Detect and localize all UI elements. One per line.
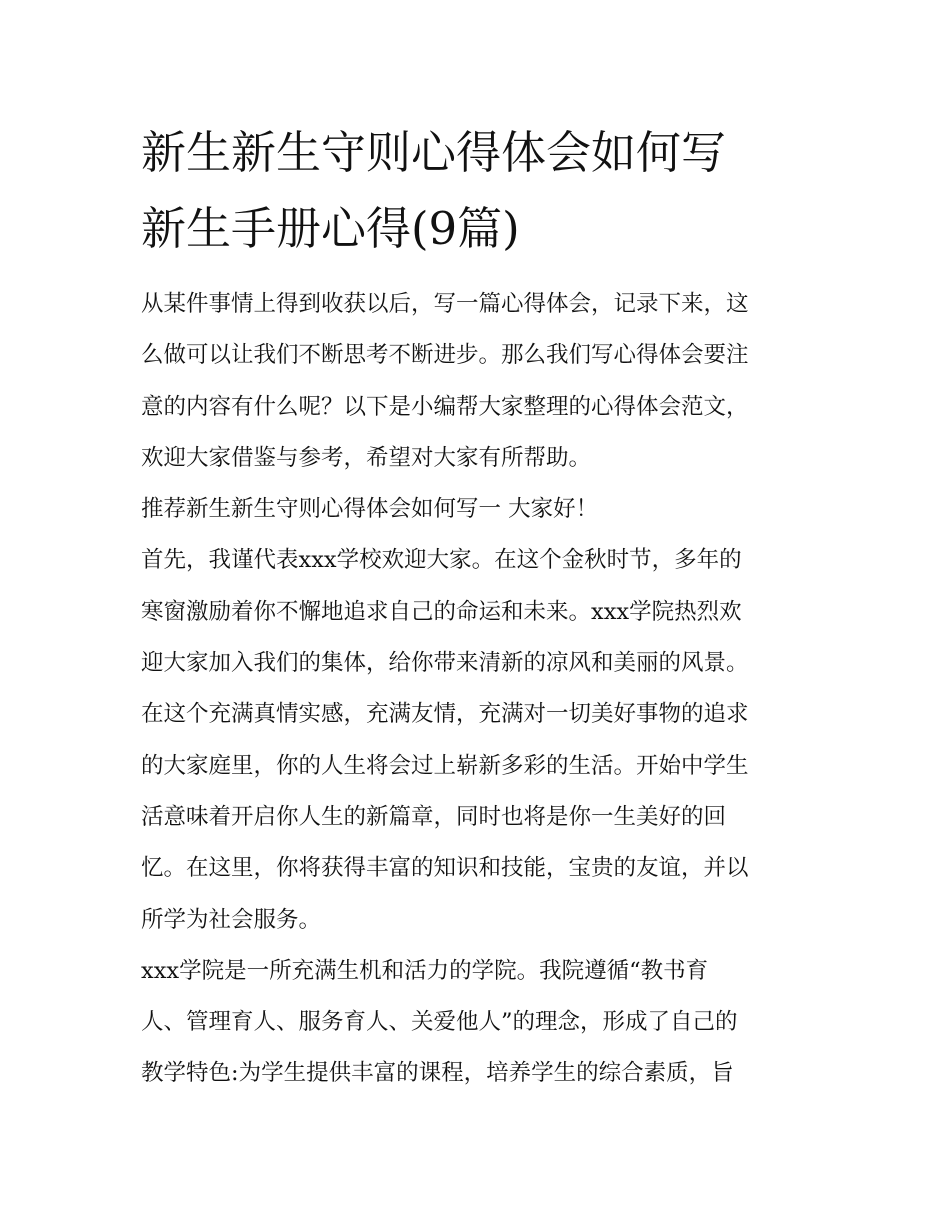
body-line: 推荐新生新生守则心得体会如何写一 大家好！: [141, 496, 599, 523]
body-line: 迎大家加入我们的集体，给你带来清新的凉风和美丽的风景。: [141, 650, 749, 677]
body-line: 首先，我谨代表xxx学校欢迎大家。在这个金秋时节，多年的: [141, 547, 742, 574]
body-line: 意的内容有什么呢？以下是小编帮大家整理的心得体会范文，: [141, 393, 749, 420]
body-line: 从某件事情上得到收获以后，写一篇心得体会，记录下来，这: [141, 291, 749, 317]
body-line: 所学为社会服务。: [141, 906, 322, 933]
document-title: [141, 115, 821, 267]
title-line: 新生手册心得(9篇): [141, 202, 520, 255]
body-line: 欢迎大家借鉴与参考，希望对大家有所帮助。: [141, 444, 592, 471]
title-line: 新生新生守则心得体会如何写: [141, 126, 727, 179]
document-body: [141, 279, 821, 1100]
body-line: 忆。在这里，你将获得丰富的知识和技能，宝贵的友谊，并以: [141, 855, 749, 882]
body-line: 么做可以让我们不断思考不断进步。那么我们写心得体会要注: [141, 342, 749, 369]
body-line: xxx学院是一所充满生机和活力的学院。我院遵循“教书育: [141, 957, 709, 984]
body-line: 活意味着开启你人生的新篇章，同时也将是你一生美好的回: [141, 803, 727, 830]
body-line: 的大家庭里，你的人生将会过上崭新多彩的生活。开始中学生: [141, 752, 749, 779]
body-line: 教学特色:为学生提供丰富的课程，培养学生的综合素质，旨: [141, 1060, 734, 1087]
body-line: 人、管理育人、服务育人、关爱他人”的理念，形成了自己的: [141, 1009, 738, 1036]
body-line: 寒窗激励着你不懈地追求自己的命运和未来。xxx学院热烈欢: [141, 598, 742, 625]
body-line: 在这个充满真情实感，充满友情，充满对一切美好事物的追求: [141, 701, 749, 728]
